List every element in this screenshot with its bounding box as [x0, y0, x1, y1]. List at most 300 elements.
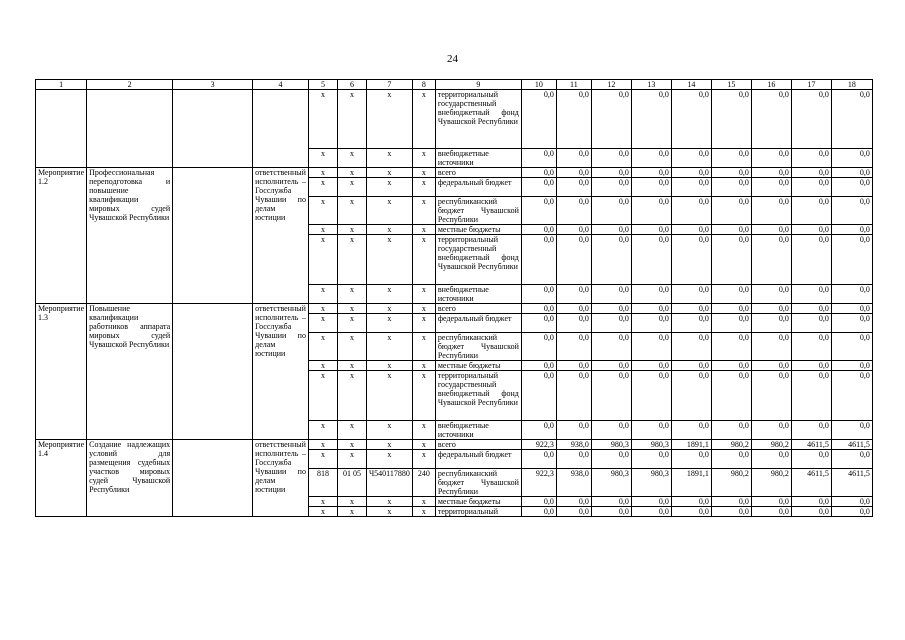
amount-cell: 0,0: [751, 285, 791, 304]
amount-cell: 0,0: [751, 178, 791, 197]
amount-cell: 0,0: [591, 225, 631, 235]
funding-source-cell: федеральный бюджет: [435, 178, 521, 197]
expense-type-cell: x: [412, 304, 435, 314]
amount-cell: 0,0: [671, 90, 711, 149]
amount-cell: 0,0: [751, 168, 791, 178]
amount-cell: 0,0: [521, 168, 556, 178]
table-row: [36, 440, 873, 450]
expense-type-cell: x: [412, 235, 435, 285]
amount-cell: 0,0: [751, 361, 791, 371]
code-cell: x: [308, 225, 337, 235]
target-article-cell: x: [366, 197, 412, 225]
column-header: 5: [308, 80, 337, 90]
column-header: 7: [366, 80, 412, 90]
amount-cell: 0,0: [631, 90, 671, 149]
code-cell: x: [308, 168, 337, 178]
amount-cell: 0,0: [556, 371, 591, 421]
amount-cell: 0,0: [831, 168, 872, 178]
amount-cell: 0,0: [671, 497, 711, 507]
code-cell: x: [308, 90, 337, 149]
amount-cell: 0,0: [711, 168, 751, 178]
amount-cell: 0,0: [556, 507, 591, 517]
amount-cell: 0,0: [631, 225, 671, 235]
amount-cell: 0,0: [711, 225, 751, 235]
amount-cell: 0,0: [831, 235, 872, 285]
amount-cell: 0,0: [521, 149, 556, 168]
program-cell: [173, 440, 253, 517]
amount-cell: 0,0: [591, 507, 631, 517]
executor-cell: ответственный исполнитель – Госслужба Чувашии по делам юстиции: [253, 168, 309, 304]
amount-cell: 0,0: [591, 333, 631, 361]
section-cell: 01 05: [337, 469, 366, 497]
amount-cell: 0,0: [556, 421, 591, 440]
amount-cell: 0,0: [791, 361, 831, 371]
amount-cell: 0,0: [751, 304, 791, 314]
column-header: 2: [87, 80, 173, 90]
amount-cell: 0,0: [556, 304, 591, 314]
amount-cell: 0,0: [631, 197, 671, 225]
amount-cell: 0,0: [521, 497, 556, 507]
amount-cell: 0,0: [556, 90, 591, 149]
target-article-cell: x: [366, 333, 412, 361]
amount-cell: 0,0: [831, 361, 872, 371]
amount-cell: 0,0: [631, 304, 671, 314]
expense-type-cell: x: [412, 421, 435, 440]
amount-cell: 0,0: [671, 225, 711, 235]
expense-type-cell: x: [412, 314, 435, 333]
amount-cell: 0,0: [791, 285, 831, 304]
amount-cell: 980,3: [591, 469, 631, 497]
code-cell: 818: [308, 469, 337, 497]
amount-cell: 0,0: [711, 304, 751, 314]
funding-source-cell: местные бюджеты: [435, 225, 521, 235]
amount-cell: 0,0: [711, 197, 751, 225]
code-cell: x: [308, 314, 337, 333]
amount-cell: 0,0: [521, 178, 556, 197]
program-cell: [173, 90, 253, 168]
amount-cell: 0,0: [591, 421, 631, 440]
amount-cell: 0,0: [791, 225, 831, 235]
amount-cell: 0,0: [711, 507, 751, 517]
section-cell: x: [337, 285, 366, 304]
header-row: [36, 80, 873, 90]
code-cell: x: [308, 333, 337, 361]
amount-cell: 0,0: [711, 149, 751, 168]
funding-source-cell: внебюджетные источники: [435, 421, 521, 440]
amount-cell: 0,0: [671, 314, 711, 333]
expense-type-cell: x: [412, 333, 435, 361]
amount-cell: 1891,1: [671, 440, 711, 450]
amount-cell: 0,0: [711, 178, 751, 197]
code-cell: x: [308, 361, 337, 371]
target-article-cell: x: [366, 149, 412, 168]
expense-type-cell: x: [412, 440, 435, 450]
funding-source-cell: всего: [435, 440, 521, 450]
measure-title-cell: Создание надлежащих условий для размещения судебных участков мировых судей Чувашской Республики: [87, 440, 173, 517]
amount-cell: 0,0: [631, 314, 671, 333]
amount-cell: 0,0: [791, 421, 831, 440]
amount-cell: 0,0: [791, 314, 831, 333]
amount-cell: 0,0: [831, 304, 872, 314]
funding-source-cell: местные бюджеты: [435, 497, 521, 507]
section-cell: x: [337, 235, 366, 285]
code-cell: x: [308, 371, 337, 421]
page-number: 24: [447, 53, 458, 65]
column-header: 12: [591, 80, 631, 90]
amount-cell: 0,0: [831, 90, 872, 149]
amount-cell: 0,0: [591, 314, 631, 333]
amount-cell: 0,0: [591, 450, 631, 469]
amount-cell: 0,0: [711, 361, 751, 371]
measure-title-cell: Повышение квалификации работников аппарата мировых судей Чувашской Республики: [87, 304, 173, 440]
section-cell: x: [337, 371, 366, 421]
amount-cell: 0,0: [791, 197, 831, 225]
amount-cell: 0,0: [711, 421, 751, 440]
amount-cell: 0,0: [556, 168, 591, 178]
amount-cell: 980,2: [711, 469, 751, 497]
target-article-cell: x: [366, 225, 412, 235]
code-cell: x: [308, 450, 337, 469]
funding-source-cell: территориальный государственный внебюджетный фонд Чувашской Республики: [435, 235, 521, 285]
funding-source-cell: федеральный бюджет: [435, 314, 521, 333]
target-article-cell: x: [366, 235, 412, 285]
amount-cell: 0,0: [711, 450, 751, 469]
amount-cell: 0,0: [671, 168, 711, 178]
amount-cell: 0,0: [751, 235, 791, 285]
amount-cell: 0,0: [671, 333, 711, 361]
amount-cell: 0,0: [631, 371, 671, 421]
amount-cell: 0,0: [751, 90, 791, 149]
section-cell: x: [337, 178, 366, 197]
section-cell: x: [337, 149, 366, 168]
program-cell: [173, 168, 253, 304]
amount-cell: 0,0: [556, 285, 591, 304]
amount-cell: 0,0: [521, 285, 556, 304]
amount-cell: 922,3: [521, 440, 556, 450]
expense-type-cell: x: [412, 285, 435, 304]
amount-cell: 0,0: [751, 149, 791, 168]
target-article-cell: x: [366, 361, 412, 371]
amount-cell: 0,0: [751, 314, 791, 333]
amount-cell: 0,0: [711, 314, 751, 333]
expense-type-cell: x: [412, 178, 435, 197]
amount-cell: 0,0: [591, 235, 631, 285]
amount-cell: 0,0: [671, 371, 711, 421]
expense-type-cell: x: [412, 149, 435, 168]
amount-cell: 938,0: [556, 440, 591, 450]
amount-cell: 0,0: [556, 197, 591, 225]
section-cell: x: [337, 421, 366, 440]
executor-cell: [253, 90, 309, 168]
section-cell: x: [337, 361, 366, 371]
expense-type-cell: x: [412, 497, 435, 507]
target-article-cell: x: [366, 168, 412, 178]
column-header: 17: [791, 80, 831, 90]
expense-type-cell: x: [412, 90, 435, 149]
amount-cell: 0,0: [556, 225, 591, 235]
table-row: [36, 168, 873, 178]
code-cell: x: [308, 235, 337, 285]
amount-cell: 0,0: [671, 507, 711, 517]
code-cell: x: [308, 285, 337, 304]
expense-type-cell: 240: [412, 469, 435, 497]
amount-cell: 0,0: [831, 497, 872, 507]
amount-cell: 0,0: [831, 197, 872, 225]
amount-cell: 0,0: [521, 314, 556, 333]
target-article-cell: x: [366, 314, 412, 333]
amount-cell: 0,0: [556, 178, 591, 197]
amount-cell: 0,0: [631, 421, 671, 440]
amount-cell: 980,3: [631, 440, 671, 450]
amount-cell: 980,3: [591, 440, 631, 450]
amount-cell: 0,0: [671, 361, 711, 371]
amount-cell: 980,3: [631, 469, 671, 497]
amount-cell: 0,0: [556, 497, 591, 507]
section-cell: x: [337, 497, 366, 507]
code-cell: x: [308, 507, 337, 517]
amount-cell: 0,0: [831, 314, 872, 333]
amount-cell: 0,0: [791, 507, 831, 517]
target-article-cell: Ч540117880: [366, 469, 412, 497]
measure-name-cell: [36, 90, 87, 168]
code-cell: x: [308, 304, 337, 314]
column-header: 16: [751, 80, 791, 90]
amount-cell: 922,3: [521, 469, 556, 497]
amount-cell: 0,0: [831, 507, 872, 517]
amount-cell: 0,0: [791, 90, 831, 149]
amount-cell: 0,0: [791, 178, 831, 197]
amount-cell: 0,0: [556, 314, 591, 333]
target-article-cell: x: [366, 507, 412, 517]
target-article-cell: x: [366, 497, 412, 507]
amount-cell: 0,0: [521, 235, 556, 285]
measure-title-cell: [87, 90, 173, 168]
amount-cell: 0,0: [521, 450, 556, 469]
funding-source-cell: местные бюджеты: [435, 361, 521, 371]
amount-cell: 4611,5: [831, 440, 872, 450]
amount-cell: 0,0: [711, 235, 751, 285]
section-cell: x: [337, 168, 366, 178]
expense-type-cell: x: [412, 371, 435, 421]
amount-cell: 0,0: [791, 333, 831, 361]
column-header: 4: [253, 80, 309, 90]
expense-type-cell: x: [412, 361, 435, 371]
table-row: [36, 90, 873, 149]
section-cell: x: [337, 304, 366, 314]
target-article-cell: x: [366, 304, 412, 314]
target-article-cell: x: [366, 371, 412, 421]
funding-source-cell: федеральный бюджет: [435, 450, 521, 469]
amount-cell: 0,0: [831, 333, 872, 361]
code-cell: x: [308, 497, 337, 507]
amount-cell: 0,0: [831, 285, 872, 304]
amount-cell: 0,0: [556, 235, 591, 285]
amount-cell: 0,0: [711, 90, 751, 149]
amount-cell: 0,0: [591, 168, 631, 178]
amount-cell: 0,0: [671, 149, 711, 168]
amount-cell: 0,0: [591, 497, 631, 507]
target-article-cell: x: [366, 90, 412, 149]
amount-cell: 0,0: [831, 421, 872, 440]
amount-cell: 4611,5: [831, 469, 872, 497]
expense-type-cell: x: [412, 225, 435, 235]
column-header: 18: [831, 80, 872, 90]
amount-cell: 0,0: [521, 361, 556, 371]
expense-type-cell: x: [412, 197, 435, 225]
amount-cell: 0,0: [631, 168, 671, 178]
amount-cell: 980,2: [751, 469, 791, 497]
amount-cell: 0,0: [791, 149, 831, 168]
amount-cell: 0,0: [631, 178, 671, 197]
amount-cell: 0,0: [631, 235, 671, 285]
measure-name-cell: Мероприятие 1.3: [36, 304, 87, 440]
amount-cell: 0,0: [791, 304, 831, 314]
amount-cell: 0,0: [591, 304, 631, 314]
section-cell: x: [337, 197, 366, 225]
amount-cell: 0,0: [631, 361, 671, 371]
amount-cell: 0,0: [751, 421, 791, 440]
amount-cell: 0,0: [671, 450, 711, 469]
amount-cell: 0,0: [671, 235, 711, 285]
amount-cell: 4611,5: [791, 469, 831, 497]
executor-cell: ответственный исполнитель – Госслужба Чувашии по делам юстиции: [253, 304, 309, 440]
amount-cell: 4611,5: [791, 440, 831, 450]
amount-cell: 0,0: [671, 178, 711, 197]
column-header: 6: [337, 80, 366, 90]
amount-cell: 0,0: [751, 197, 791, 225]
amount-cell: 0,0: [711, 371, 751, 421]
amount-cell: 0,0: [791, 168, 831, 178]
amount-cell: 0,0: [671, 421, 711, 440]
target-article-cell: x: [366, 450, 412, 469]
amount-cell: 0,0: [751, 497, 791, 507]
section-cell: x: [337, 314, 366, 333]
target-article-cell: x: [366, 421, 412, 440]
amount-cell: 0,0: [556, 361, 591, 371]
amount-cell: 0,0: [711, 333, 751, 361]
amount-cell: 0,0: [591, 361, 631, 371]
column-header: 8: [412, 80, 435, 90]
column-header: 3: [173, 80, 253, 90]
measure-title-cell: Профессиональная переподготовка и повышение квалификации мировых судей Чувашской Республики: [87, 168, 173, 304]
section-cell: x: [337, 440, 366, 450]
section-cell: x: [337, 450, 366, 469]
expense-type-cell: x: [412, 450, 435, 469]
amount-cell: 0,0: [831, 225, 872, 235]
funding-source-cell: территориальный государственный внебюджетный фонд Чувашской Республики: [435, 90, 521, 149]
column-header: 1: [36, 80, 87, 90]
amount-cell: 0,0: [591, 178, 631, 197]
amount-cell: 0,0: [521, 421, 556, 440]
amount-cell: 0,0: [591, 285, 631, 304]
section-cell: x: [337, 225, 366, 235]
amount-cell: 0,0: [521, 333, 556, 361]
target-article-cell: x: [366, 178, 412, 197]
budget-table: [35, 79, 873, 517]
amount-cell: 0,0: [751, 371, 791, 421]
amount-cell: 0,0: [711, 285, 751, 304]
amount-cell: 0,0: [631, 507, 671, 517]
amount-cell: 0,0: [556, 149, 591, 168]
amount-cell: 0,0: [751, 450, 791, 469]
amount-cell: 0,0: [831, 178, 872, 197]
funding-source-cell: республиканский бюджет Чувашской Республики: [435, 333, 521, 361]
table-row: [36, 304, 873, 314]
funding-source-cell: внебюджетные источники: [435, 149, 521, 168]
column-header: 13: [631, 80, 671, 90]
amount-cell: 0,0: [631, 497, 671, 507]
amount-cell: 0,0: [751, 507, 791, 517]
amount-cell: 0,0: [631, 149, 671, 168]
amount-cell: 0,0: [751, 225, 791, 235]
amount-cell: 0,0: [521, 90, 556, 149]
amount-cell: 0,0: [791, 371, 831, 421]
amount-cell: 0,0: [831, 450, 872, 469]
amount-cell: 0,0: [591, 197, 631, 225]
funding-source-cell: территориальный: [435, 507, 521, 517]
amount-cell: 0,0: [521, 507, 556, 517]
expense-type-cell: x: [412, 168, 435, 178]
amount-cell: 0,0: [831, 371, 872, 421]
funding-source-cell: республиканский бюджет Чувашской Республики: [435, 469, 521, 497]
target-article-cell: x: [366, 285, 412, 304]
funding-source-cell: внебюджетные источники: [435, 285, 521, 304]
amount-cell: 0,0: [791, 450, 831, 469]
section-cell: x: [337, 90, 366, 149]
executor-cell: ответственный исполнитель – Госслужба Чувашии по делам юстиции: [253, 440, 309, 517]
amount-cell: 0,0: [521, 197, 556, 225]
amount-cell: 0,0: [671, 304, 711, 314]
measure-name-cell: Мероприятие 1.4: [36, 440, 87, 517]
amount-cell: 1891,1: [671, 469, 711, 497]
funding-source-cell: всего: [435, 168, 521, 178]
amount-cell: 0,0: [791, 235, 831, 285]
amount-cell: 0,0: [831, 149, 872, 168]
amount-cell: 0,0: [521, 225, 556, 235]
amount-cell: 0,0: [591, 90, 631, 149]
column-header: 15: [711, 80, 751, 90]
program-cell: [173, 304, 253, 440]
funding-source-cell: всего: [435, 304, 521, 314]
column-header: 14: [671, 80, 711, 90]
column-header: 11: [556, 80, 591, 90]
amount-cell: 0,0: [591, 149, 631, 168]
funding-source-cell: территориальный государственный внебюджетный фонд Чувашской Республики: [435, 371, 521, 421]
amount-cell: 0,0: [556, 333, 591, 361]
target-article-cell: x: [366, 440, 412, 450]
funding-source-cell: республиканский бюджет Чувашской Республики: [435, 197, 521, 225]
amount-cell: 980,2: [751, 440, 791, 450]
amount-cell: 938,0: [556, 469, 591, 497]
amount-cell: 0,0: [671, 285, 711, 304]
measure-name-cell: Мероприятие 1.2: [36, 168, 87, 304]
amount-cell: 980,2: [711, 440, 751, 450]
amount-cell: 0,0: [521, 304, 556, 314]
column-header: 10: [521, 80, 556, 90]
amount-cell: 0,0: [671, 197, 711, 225]
amount-cell: 0,0: [631, 450, 671, 469]
expense-type-cell: x: [412, 507, 435, 517]
code-cell: x: [308, 197, 337, 225]
amount-cell: 0,0: [791, 497, 831, 507]
amount-cell: 0,0: [591, 371, 631, 421]
code-cell: x: [308, 440, 337, 450]
column-header: 9: [435, 80, 521, 90]
amount-cell: 0,0: [631, 285, 671, 304]
code-cell: x: [308, 149, 337, 168]
section-cell: x: [337, 333, 366, 361]
code-cell: x: [308, 421, 337, 440]
